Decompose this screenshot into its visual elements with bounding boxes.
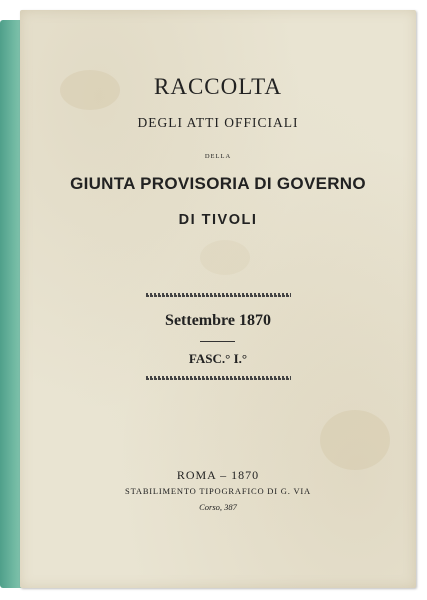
short-divider: [200, 341, 235, 342]
title-page: [20, 10, 416, 588]
imprint-printer: STABILIMENTO TIPOGRAFICO DI G. VIA: [125, 486, 311, 496]
connector-word: DELLA: [204, 153, 232, 160]
main-title: GIUNTA PROVISORIA DI GOVERNO: [70, 174, 366, 193]
title: RACCOLTA: [154, 74, 282, 99]
paper-stain: [320, 410, 390, 470]
imprint-city-year: ROMA – 1870: [176, 468, 260, 482]
imprint-address: Corso, 387: [199, 502, 237, 512]
issue-date: Settembre 1870: [165, 312, 271, 329]
place-name: DI TIVOLI: [178, 212, 258, 228]
paper-stain: [200, 240, 250, 275]
ornamental-rule-top: [146, 293, 291, 297]
subtitle: DEGLI ATTI OFFICIALI: [137, 115, 299, 130]
ornamental-rule-bottom: [146, 376, 291, 380]
fascicle-number: FASC.° I.°: [188, 351, 248, 366]
